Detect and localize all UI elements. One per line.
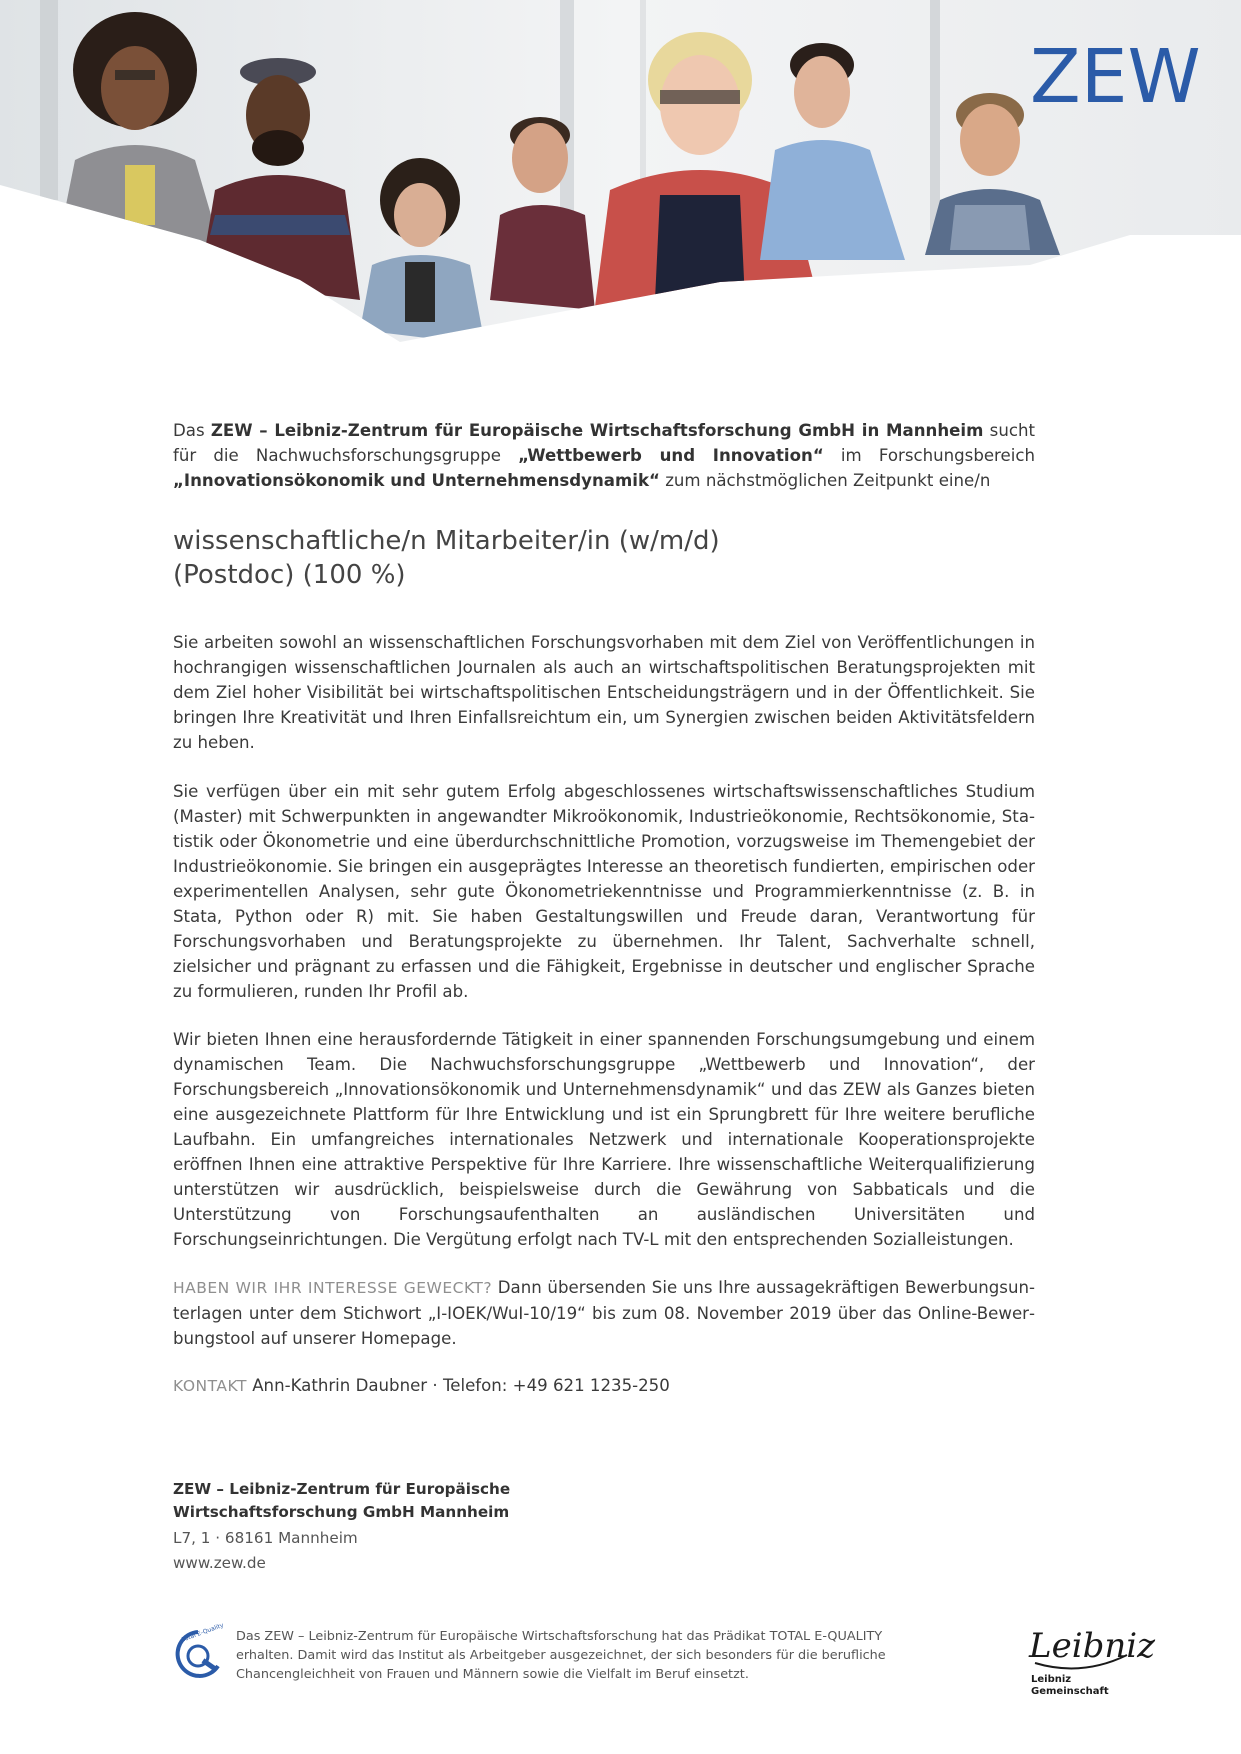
- intro-text-3: im Forschungsbereich: [823, 446, 1035, 465]
- tasks-paragraph: Sie arbeiten sowohl an wissenschaftlichen Forschungsvorhaben mit dem Ziel von Veröffentlichungen in hochrangigen wissenschaftlichen Journalen als auch an wirtschaftspolitischen Beratungsprojekten mit dem Ziel hoher Visibilität bei wirtschaftspolitischen Entscheidungsträgern und in der Öffentlichkeit. Sie bringen Ihre Kreativität und Ihren Einfallsreichtum ein, um Synergien zwischen beiden Aktivitätsfeldern zu heben.: [173, 633, 1035, 752]
- apply-text: Dann übersenden Sie uns Ihre aussagekräftigen Bewerbungsunterlagen unter dem Stichwort „I-IOEK/WuI-10/19“ bis zum 08. November 2019 über das Online-Bewerbungstool auf unserer Homepage.: [173, 1278, 1035, 1348]
- leibniz-sub2: Gemeinschaft: [1031, 1686, 1109, 1697]
- apply-paragraph: [173, 1275, 1035, 1351]
- seal-text: Total E-Quality: [181, 1621, 225, 1644]
- leibniz-script: Leibniz: [1029, 1626, 1156, 1666]
- address-line1: ZEW – Leibniz-Zentrum für Europäische: [173, 1480, 511, 1498]
- intro-text-2: sucht für die Nachwuchsforschungsgruppe: [173, 421, 1035, 465]
- intro-group-name: „Wettbewerb und Innovation“: [518, 446, 824, 465]
- zew-logo: [1030, 30, 1206, 120]
- job-title: [173, 524, 720, 592]
- offer-paragraph: Wir bieten Ihnen eine herausfordernde Tätigkeit in einer spannenden Forschungsumgebung und einem dynamischen Team. Die Nachwuchsforschungsgruppe „Wettbewerb und Innovation“, der Forschungsbereich „Innovationsökonomik und Unternehmensdynamik“ und das ZEW als Ganzes bieten eine ausgezeichnete Plattform für Ihre Entwicklung und ist ein Sprungbrett für Ihre weitere berufliche Laufbahn. Ein umfangreiches internationales Netzwerk und internationale Kooperationsprojekte eröffnen Ihnen eine attraktive Perspektive für Ihre Karriere. Ihre wissenschaftliche Weiterqualifizierung unterstützen wir ausdrücklich, beispielsweise durch die Gewährung von Sabbaticals und die Unterstützung von Forschungsaufenthalten an ausländischen Universitäten und Forschungseinrichtungen. Die Vergütung erfolgt nach TV-L mit den entsprechenden Sozialleistungen.: [173, 1030, 1035, 1249]
- intro-area-name: „Innovationsökonomik und Unternehmensdynamik“: [173, 471, 660, 490]
- zew-logo-text: ZEW: [1030, 34, 1201, 120]
- address-block: [173, 1478, 510, 1575]
- address-line2: Wirtschaftsforschung GmbH Mannheim: [173, 1503, 510, 1521]
- total-equality-seal-icon: [172, 1621, 225, 1684]
- contact-line: [173, 1373, 1035, 1399]
- intro-text-4: zum nächstmöglichen Zeitpunkt eine/n: [659, 471, 991, 490]
- intro-paragraph: [173, 418, 1035, 493]
- apply-label: HABEN WIR IHR INTERESSE GEWECKT?: [173, 1279, 493, 1297]
- leibniz-sub1: Leibniz: [1031, 1674, 1072, 1685]
- profile-paragraph: Sie verfügen über ein mit sehr gutem Erfolg abgeschlossenes wirtschaftswissenschaftliches Studium (Master) mit Schwerpunkten in angewandter Mikroökonomik, Industrieökonomie, Rechtsökonomie, Statistik oder Ökonometrie und eine überdurchschnittliche Promotion, vorzugsweise im Themengebiet der Industrieökonomie. Sie bringen ein ausgeprägtes Interesse an theoretisch fundierten, empirischen oder experimentellen Analysen, sehr gute Ökonometriekenntnisse und Programmierkenntnisse (z. B. in Stata, Python oder R) mit. Sie haben Gestaltungswillen und Freude daran, Verantwortung für Forschungsvorhaben und Beratungsprojekte zu übernehmen. Ihr Talent, Sachverhalte schnell, zielsicher und prägnant zu erfassen und die Fähigkeit, Ergebnisse in deutscher und englischer Sprache zu formulieren, runden Ihr Profil ab.: [173, 782, 1035, 1001]
- intro-text-1: Das: [173, 421, 211, 440]
- address-line3: L7, 1 · 68161 Mannheim: [173, 1529, 358, 1547]
- job-title-line2: (Postdoc) (100 %): [173, 560, 406, 590]
- contact-label: KONTAKT: [173, 1377, 247, 1395]
- job-title-line1: wissenschaftliche/n Mitarbeiter/in (w/m/d): [173, 526, 720, 556]
- leibniz-gemeinschaft-logo: [1027, 1605, 1156, 1700]
- website-link[interactable]: www.zew.de: [173, 1554, 266, 1572]
- intro-org-name: ZEW – Leibniz-Zentrum für Europäische Wirtschaftsforschung GmbH in Mannheim: [210, 421, 984, 440]
- contact-text: Ann-Kathrin Daubner · Telefon: +49 621 1235-250: [246, 1376, 670, 1395]
- footer-note: Das ZEW – Leibniz-Zentrum für Europäische Wirtschaftsforschung hat das Prädikat TOTAL E-QUALITY erhalten. Damit wird das Institut als Arbeitgeber ausgezeichnet, der sich besonders für die berufliche Chancengleichheit von Frauen und Männern sowie die Vielfalt im Beruf einsetzt.: [236, 1629, 886, 1682]
